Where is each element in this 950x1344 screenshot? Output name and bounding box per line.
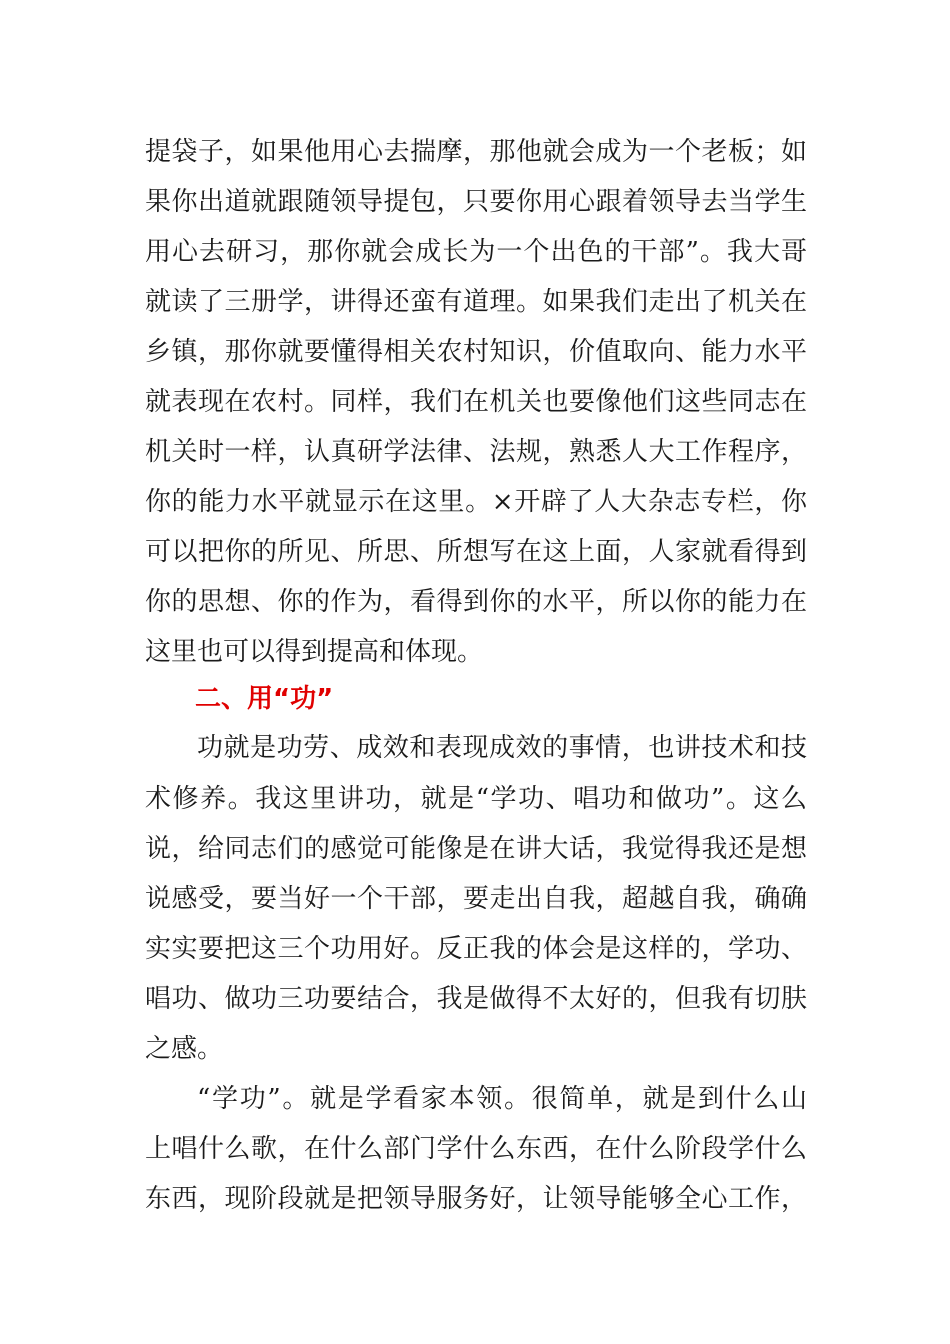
- paragraph-line: 东西，现阶段就是把领导服务好，让领导能够全心工作，: [145, 1184, 807, 1214]
- paragraph-line: 功就是功劳、成效和表现成效的事情，也讲技术和技: [197, 733, 807, 763]
- paragraph-line: 就读了三册学，讲得还蛮有道理。如果我们走出了机关在: [145, 287, 807, 317]
- paragraph-line: 就表现在农村。同样，我们在机关也要像他们这些同志在: [145, 387, 807, 417]
- section-heading: 二、用“功”: [195, 684, 334, 714]
- paragraph-line: 你的思想、你的作为，看得到你的水平，所以你的能力在: [145, 587, 807, 617]
- paragraph-line: 机关时一样，认真研学法律、法规，熟悉人大工作程序，: [145, 437, 807, 467]
- paragraph-line: 说感受，要当好一个干部，要走出自我，超越自我，确确: [145, 884, 807, 914]
- paragraph-line: “学功”。就是学看家本领。很简单，就是到什么山: [197, 1084, 807, 1114]
- paragraph-line: 用心去研习，那你就会成长为一个出色的干部”。我大哥: [145, 237, 807, 267]
- paragraph-line: 术修养。我这里讲功，就是“学功、唱功和做功”。这么: [145, 784, 807, 814]
- paragraph-line: 实实要把这三个功用好。反正我的体会是这样的，学功、: [145, 934, 807, 964]
- paragraph-line: 可以把你的所见、所思、所想写在这上面，人家就看得到: [145, 537, 807, 567]
- paragraph-line: 果你出道就跟随领导提包，只要你用心跟着领导去当学生: [145, 187, 807, 217]
- paragraph-line: 唱功、做功三功要结合，我是做得不太好的，但我有切肤: [145, 984, 807, 1014]
- paragraph-line: 上唱什么歌，在什么部门学什么东西，在什么阶段学什么: [145, 1134, 807, 1164]
- paragraph-line: 这里也可以得到提高和体现。: [145, 637, 484, 667]
- paragraph-line: 说，给同志们的感觉可能像是在讲大话，我觉得我还是想: [145, 834, 807, 864]
- paragraph-line: 提袋子，如果他用心去揣摩，那他就会成为一个老板；如: [145, 137, 807, 167]
- paragraph-line: 乡镇，那你就要懂得相关农村知识，价值取向、能力水平: [145, 337, 807, 367]
- paragraph-line: 之感。: [145, 1034, 224, 1064]
- paragraph-line: 你的能力水平就显示在这里。×开辟了人大杂志专栏，你: [145, 487, 807, 517]
